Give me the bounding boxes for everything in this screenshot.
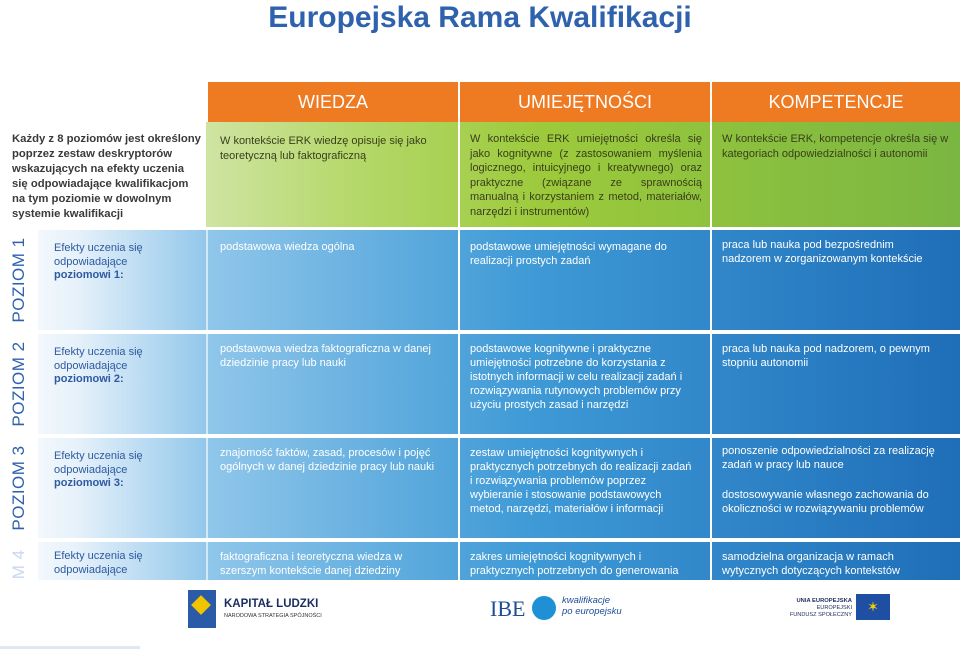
header-kompetencje: KOMPETENCJE: [712, 82, 960, 122]
definition-umiejetnosci: W kontekście ERK umiejętności określa się jako kognitywne (z zastosowaniem myślenia logicznego, intuicyjnego i kreatywnego) oraz praktyczne (związane ze sprawnością manualną i korzystaniem z metod, materiałów, narzędzi i instrumentów): [470, 133, 702, 218]
header-umiejetnosci: UMIEJĘTNOŚCI: [460, 82, 710, 122]
ibe-wordmark: IBE: [490, 596, 526, 621]
row-divider: [0, 540, 960, 542]
column-divider: [206, 230, 208, 580]
eu-flag-icon: ✶: [856, 594, 890, 620]
framework-table: [0, 80, 960, 580]
cell-umiejetnosci-2: podstawowe kognitywne i praktyczne umiejętności potrzebne do korzystania z istotnych informacji w celu realizacji zadań i rozwiązywania rutynowych problemów przy użyciu prostych zasad i narzędzi: [470, 343, 683, 411]
kapital-ludzki-logo: [188, 590, 338, 628]
cell-kompetencje-3a: ponoszenie odpowiedzialności za realizację zadań w pracy lub nauce: [722, 445, 935, 471]
row-divider: [0, 332, 960, 334]
kapital-ludzki-star-icon: [188, 590, 216, 628]
cell-umiejetnosci-3: zestaw umiejętności kognitywnych i praktycznych potrzebnych do realizacji zadań i rozwiązywania problemów poprzez wybieranie i stosowanie podstawowych metod, narzędzi, materiałów i informacji: [470, 447, 692, 515]
intro-text: Każdy z 8 poziomów jest określony poprzez zestaw deskryptorów wskazujących na efekty uczenia się odpowiadające kwalifikacjom na tym poziomie w dowolnym systemie kwalifikacji: [12, 133, 201, 220]
cell-wiedza-3: znajomość faktów, zasad, procesów i pojęć ogólnych w danej dziedzinie pracy lub nauki: [220, 447, 435, 473]
cell-wiedza-1: podstawowa wiedza ogólna: [220, 241, 355, 253]
definition-wiedza: W kontekście ERK wiedzę opisuje się jako teoretyczną lub faktograficzną: [220, 135, 427, 162]
ibe-figure-icon: [532, 596, 556, 620]
ibe-tagline: kwalifikacje po europejsku: [562, 595, 622, 617]
column-divider: [710, 80, 712, 580]
cell-kompetencje-1: praca lub nauka pod bezpośrednim nadzorem w zorganizowanym kontekście: [722, 239, 923, 265]
level-label-3: POZIOM 3: [9, 445, 28, 531]
eu-logo: [788, 594, 892, 624]
level-label-1: POZIOM 1: [9, 237, 28, 323]
level-desc-4: Efekty uczenia się odpowiadające: [54, 550, 143, 576]
cell-wiedza-4: faktograficzna i teoretyczna wiedza w szerszym kontekście danej dziedziny: [220, 551, 403, 577]
level-desc-3: Efekty uczenia się odpowiadające poziomowi 3:: [54, 450, 143, 489]
cell-umiejetnosci-4: zakres umiejętności kognitywnych i praktycznych potrzebnych do generowania: [470, 551, 679, 577]
cell-kompetencje-3b: dostosowywanie własnego zachowania do okoliczności w rozwiązywaniu problemów: [722, 489, 929, 515]
level-desc-1: Efekty uczenia się odpowiadające poziomowi 1:: [54, 242, 143, 281]
ibe-logo: [490, 594, 630, 624]
level-label-2: POZIOM 2: [9, 341, 28, 427]
cell-umiejetnosci-1: podstawowe umiejętności wymagane do realizacji prostych zadań: [470, 241, 667, 267]
header-wiedza: WIEDZA: [208, 82, 458, 122]
definition-kompetencje: W kontekście ERK, kompetencje określa się w kategoriach odpowiedzialności i autonomii: [722, 133, 949, 160]
kapital-ludzki-title: KAPITAŁ LUDZKI: [224, 598, 319, 610]
page-title: Europejska Rama Kwalifikacji: [268, 1, 692, 34]
column-divider: [458, 80, 460, 580]
kapital-ludzki-subtitle: NARODOWA STRATEGIA SPÓJNOŚCI: [224, 613, 322, 619]
cell-kompetencje-4: samodzielna organizacja w ramach wytycznych dotyczących kontekstów: [722, 551, 900, 577]
row-divider: [0, 436, 960, 438]
level-desc-2: Efekty uczenia się odpowiadające poziomowi 2:: [54, 346, 143, 385]
cell-wiedza-2: podstawowa wiedza faktograficzna w danej dziedzinie pracy lub nauki: [220, 343, 431, 369]
cell-kompetencje-2: praca lub nauka pod nadzorem, o pewnym stopniu autonomii: [722, 343, 930, 369]
eu-text: UNIA EUROPEJSKA EUROPEJSKI FUNDUSZ SPOŁECZNY: [789, 598, 852, 618]
